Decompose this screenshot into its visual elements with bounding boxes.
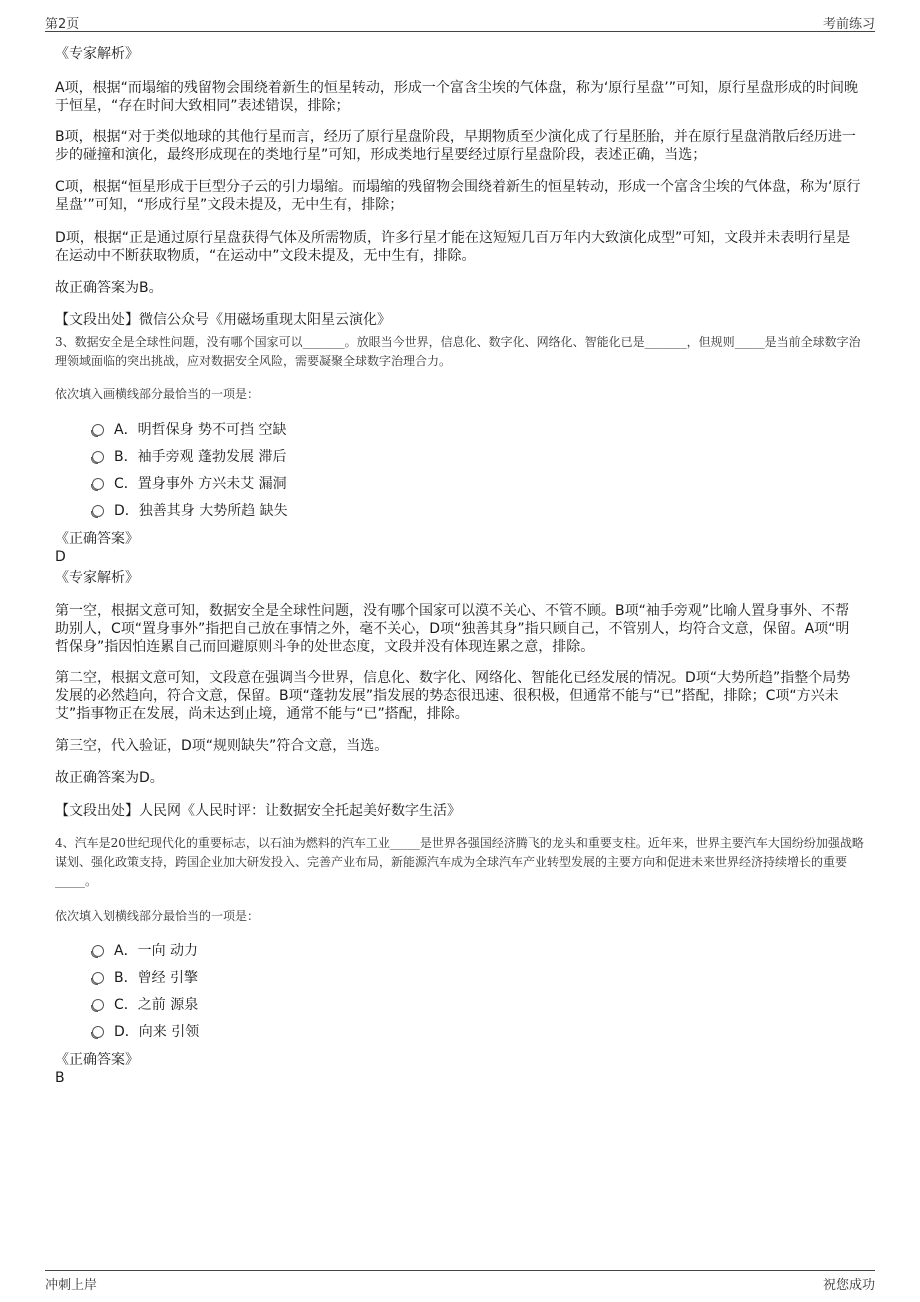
q3-source: 【文段出处】人民网《人民时评：让数据安全托起美好数字生活》 [55,803,461,819]
footer-left: 冲刺上岸 [45,1278,98,1293]
radio-icon[interactable] [92,478,104,490]
footer-right: 祝您成功 [822,1278,875,1293]
radio-icon[interactable] [92,1026,104,1038]
q4-answer-label: 《正确答案》 [55,1052,139,1068]
q4-option-d[interactable]: D．向来 引领 [92,1023,199,1041]
q3-analysis-label: 《专家解析》 [55,570,139,586]
q4-option-a[interactable]: A．一向 动力 [92,942,198,960]
radio-icon[interactable] [92,999,104,1011]
page-header [45,13,875,32]
radio-icon[interactable] [92,972,104,984]
q2-analysis-d: D项，根据“正是通过原行星盘获得气体及所需物质，许多行星才能在这短短几百万年内大致演化成型”可知，文段并未表明行星是在运动中不断获取物质，“在运动中”文段未提及，无中生有，排除。 [55,230,851,264]
q2-analysis-a: A项，根据“而塌缩的残留物会围绕着新生的恒星转动，形成一个富含尘埃的气体盘，称为‘原行星盘’”可知，原行星盘形成的时间晚于恒星，“存在时间大致相同”表述错误，排除； [55,80,858,114]
q2-analysis-c: C项，根据“恒星形成于巨型分子云的引力塌缩。而塌缩的残留物会围绕着新生的恒星转动，形成一个富含尘埃的气体盘，称为‘原行星盘’”可知，“形成行星”文段未提及，无中生有，排除； [55,179,861,213]
q4-answer: B [55,1070,65,1086]
q3-analysis-3: 第三空，代入验证，D项“规则缺失”符合文意，当选。 [55,738,389,754]
radio-icon[interactable] [92,945,104,957]
q3-analysis-2: 第二空，根据文意可知，文段意在强调当今世界，信息化、数字化、网络化、智能化已经发展的情况。D项“大势所趋”指整个局势发展的必然趋向，符合文意，保留。B项“蓬勃发展”指发展的势态很迅速、很积极，但通常不能与“已”搭配，排除；C项“方兴未艾”指事物正在发展，尚未达到止境，通常不能与“已”搭配，排除。 [55,670,851,722]
header-title: 考前练习 [822,17,875,32]
page-footer [45,1270,875,1293]
q2-analysis-label: 《专家解析》 [55,46,139,62]
radio-icon[interactable] [92,451,104,463]
q3-option-a[interactable]: A．明哲保身 势不可挡 空缺 [92,421,286,439]
q4-stem: 4、汽车是20世纪现代化的重要标志，以石油为燃料的汽车工业_____是世界各强国经济腾飞的龙头和重要支柱。近年来，世界主要汽车大国纷纷加强战略谋划、强化政策支持，跨国企业加大研发投入、完善产业布局，新能源汽车成为全球汽车产业转型发展的主要方向和促进未来世界经济持续增长的重要_____。 [55,836,864,888]
q3-answer-label: 《正确答案》 [55,531,139,547]
q4-prompt: 依次填入划横线部分最恰当的一项是： [55,909,260,923]
q4-option-c[interactable]: C．之前 源泉 [92,996,198,1014]
q2-conclusion: 故正确答案为B。 [55,280,163,296]
q3-answer: D [55,549,66,565]
q3-analysis-1: 第一空，根据文意可知，数据安全是全球性问题，没有哪个国家可以漠不关心、不管不顾。B项“袖手旁观”比喻人置身事外、不帮助别人，C项“置身事外”指把自己放在事情之外，毫不关心，D项“独善其身”指只顾自己，不管别人，均符合文意，保留。A项“明哲保身”指因怕连累自己而回避原则斗争的处世态度，文段并没有体现连累之意，排除。 [55,603,850,655]
q3-stem: 3、数据安全是全球性问题，没有哪个国家可以_______。放眼当今世界，信息化、数字化、网络化、智能化已是_______，但规则_____是当前全球数字治理领域面临的突出挑战，应对数据安全风险，需要凝聚全球数字治理合力。 [55,335,861,368]
q3-option-b[interactable]: B．袖手旁观 蓬勃发展 滞后 [92,448,287,466]
q2-source: 【文段出处】微信公众号《用磁场重现太阳星云演化》 [55,312,391,328]
radio-icon[interactable] [92,424,104,436]
radio-icon[interactable] [92,505,104,517]
q2-analysis-b: B项，根据“对于类似地球的其他行星而言，经历了原行星盘阶段，早期物质至少演化成了行星胚胎，并在原行星盘消散后经历进一步的碰撞和演化，最终形成现在的类地行星”可知，形成类地行星要经过原行星盘阶段，表述正确，当选； [55,129,856,163]
q3-option-d[interactable]: D．独善其身 大势所趋 缺失 [92,502,288,520]
q3-option-c[interactable]: C．置身事外 方兴未艾 漏洞 [92,475,287,493]
page-number: 第2页 [45,17,80,32]
q3-prompt: 依次填入画横线部分最恰当的一项是： [55,387,260,401]
q3-conclusion: 故正确答案为D。 [55,770,164,786]
q4-option-b[interactable]: B．曾经 引擎 [92,969,198,987]
